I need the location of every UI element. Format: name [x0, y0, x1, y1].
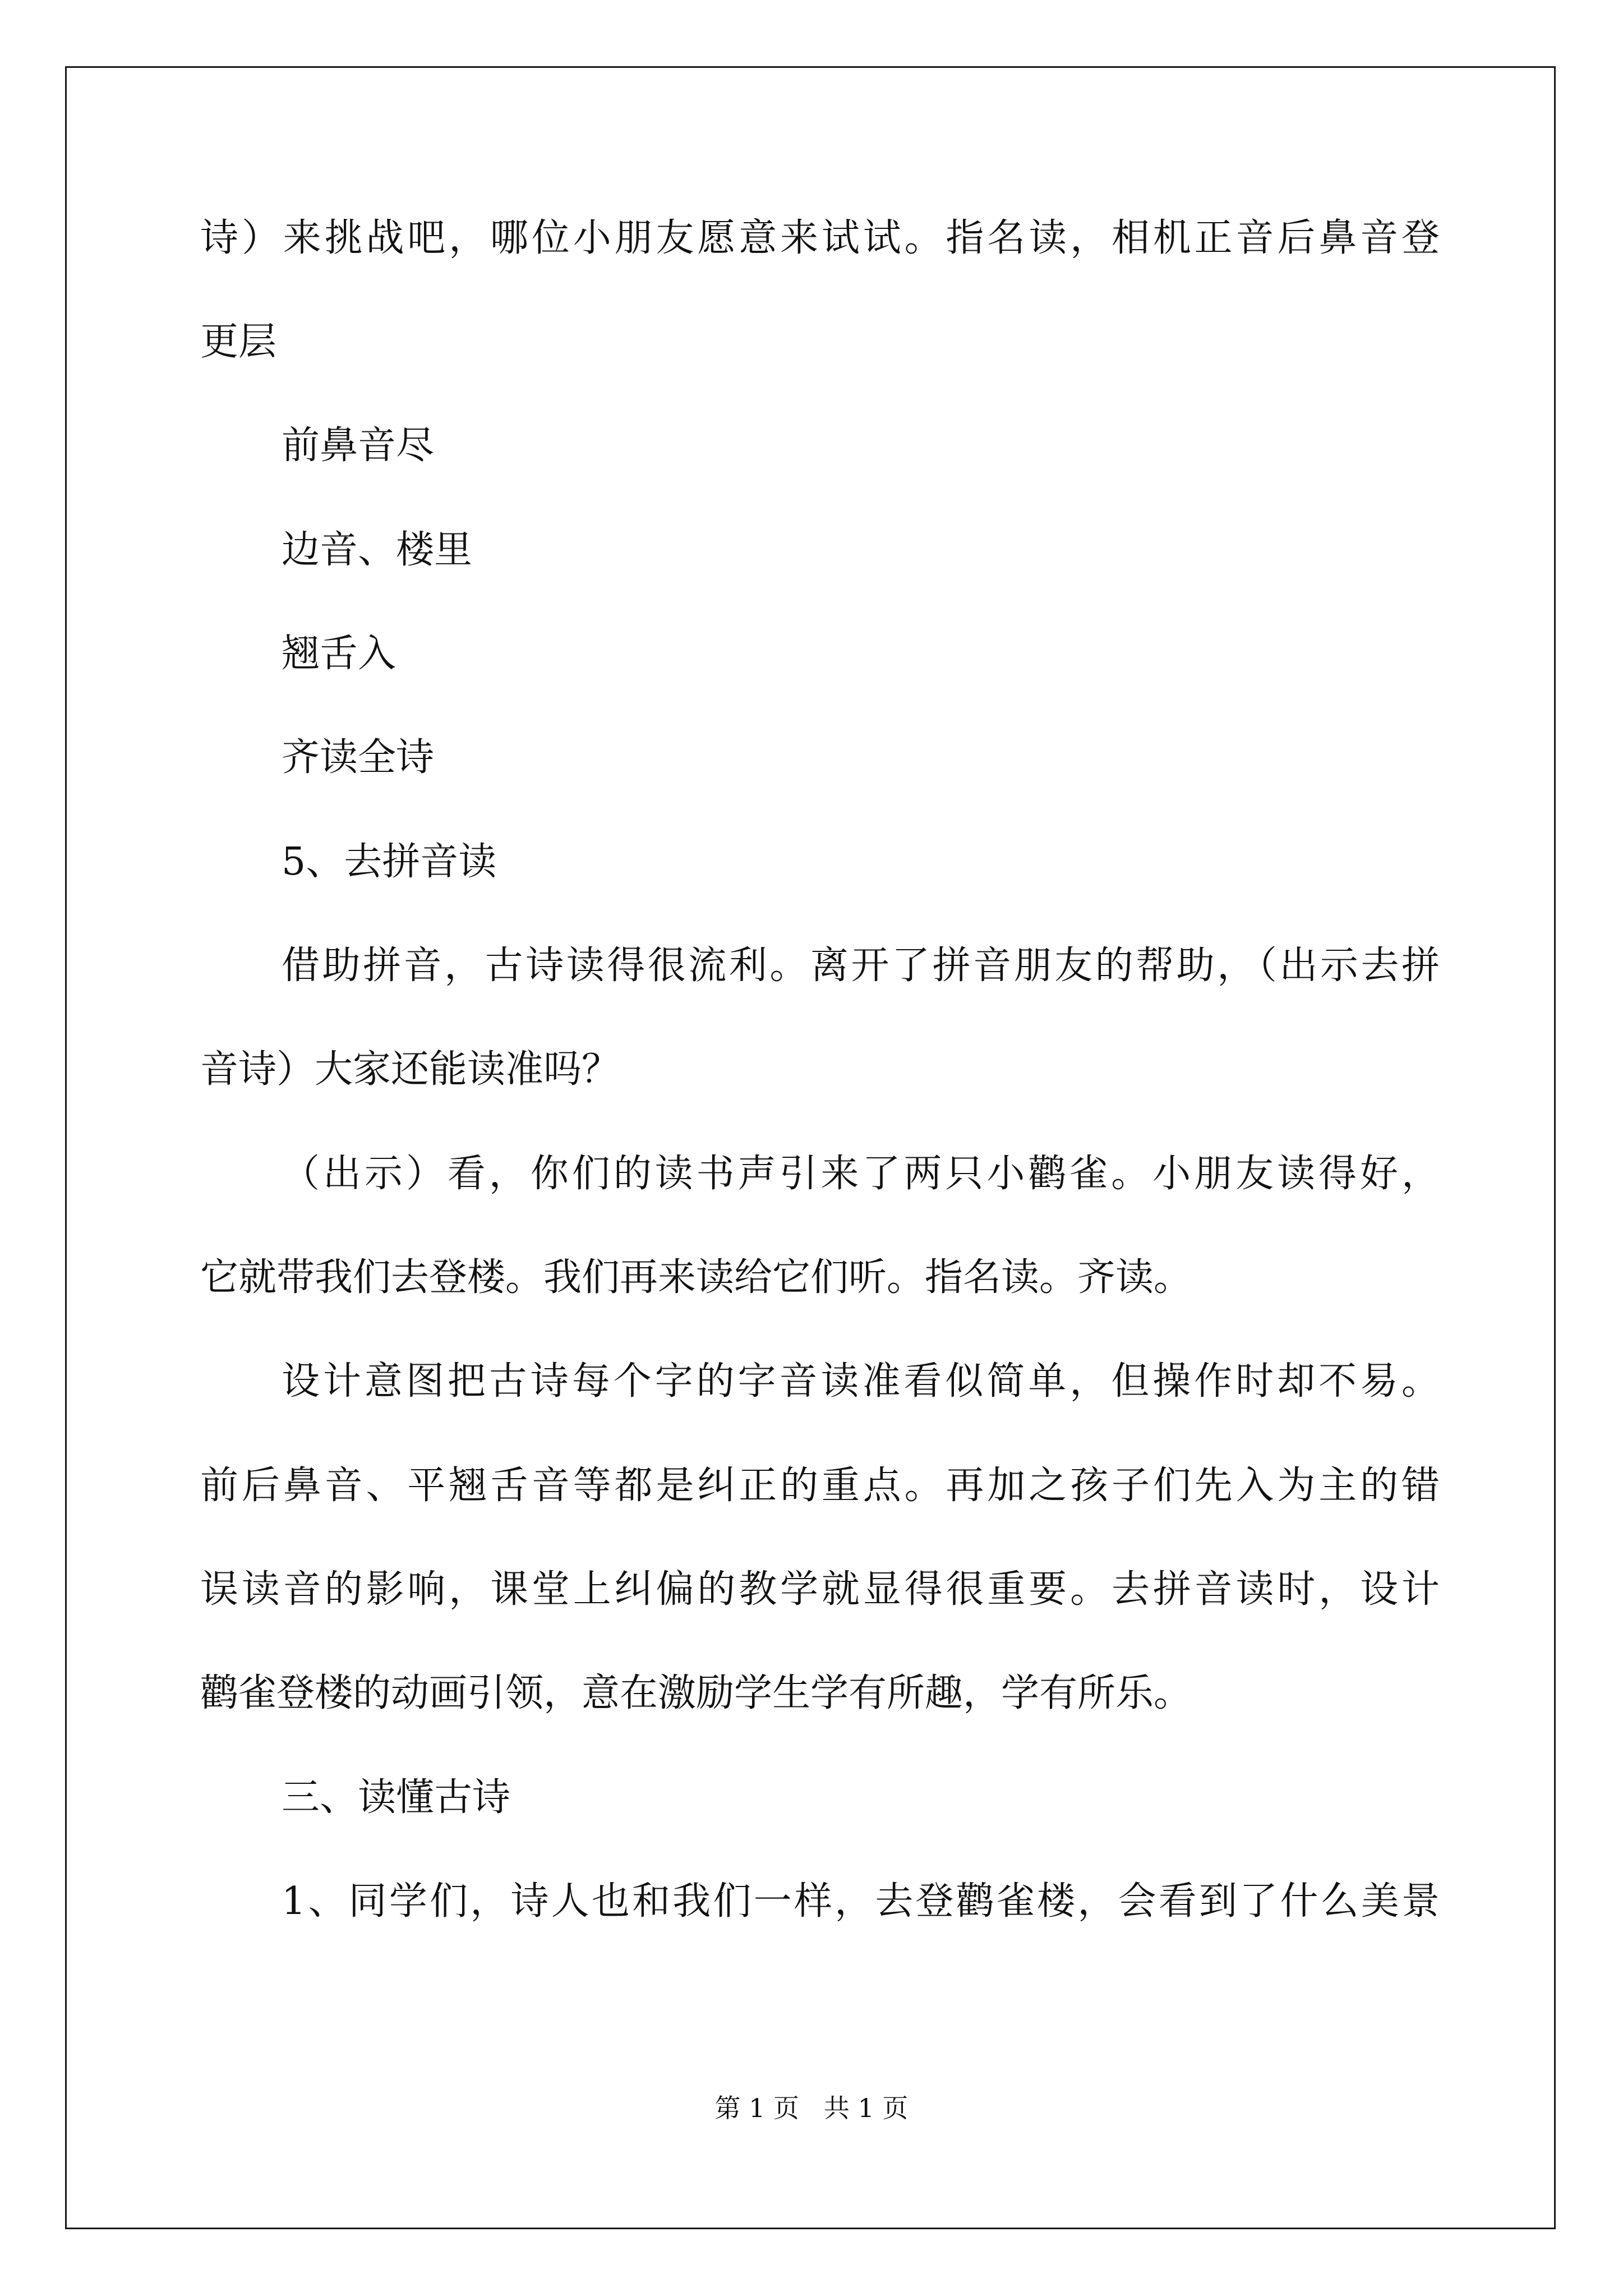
text-line: 音诗）大家还能读准吗？ — [200, 1047, 620, 1092]
text-line: 齐读全诗 — [282, 735, 435, 780]
text-line: 设计意图把古诗每个字的字音读准看似简单，但操作时却不易。 — [282, 1359, 1440, 1404]
text-line: 鹳雀登楼的动画引领，意在激励学生学有所趣，学有所乐。 — [200, 1671, 1192, 1715]
text-line: 1、同学们，诗人也和我们一样，去登鹳雀楼，会看到了什么美景 — [282, 1879, 1440, 1924]
text-line: 前后鼻音、平翘舌音等都是纠正的重点。再加之孩子们先入为主的错 — [200, 1464, 1440, 1508]
section-heading: 三、读懂古诗 — [282, 1775, 511, 1820]
text-line: 5、去拼音读 — [282, 840, 497, 884]
text-line: 诗）来挑战吧，哪位小朋友愿意来试试。指名读，相机正音后鼻音登 — [200, 216, 1440, 260]
text-line: （出示）看，你们的读书声引来了两只小鹳雀。小朋友读得好， — [282, 1152, 1440, 1196]
text-line: 更层 — [200, 320, 277, 364]
text-line: 它就带我们去登楼。我们再来读给它们听。指名读。齐读。 — [200, 1255, 1192, 1300]
text-line: 借助拼音，古诗读得很流利。离开了拼音朋友的帮助，（出示去拼 — [282, 944, 1440, 988]
page-number-footer: 第 1 页 共 1 页 — [714, 2093, 909, 2123]
text-line: 边音、楼里 — [282, 528, 473, 572]
text-line: 翘舌入 — [282, 632, 396, 676]
text-line: 前鼻音尽 — [282, 424, 435, 468]
text-line: 误读音的影响，课堂上纠偏的教学就显得很重要。去拼音读时，设计 — [200, 1567, 1440, 1612]
